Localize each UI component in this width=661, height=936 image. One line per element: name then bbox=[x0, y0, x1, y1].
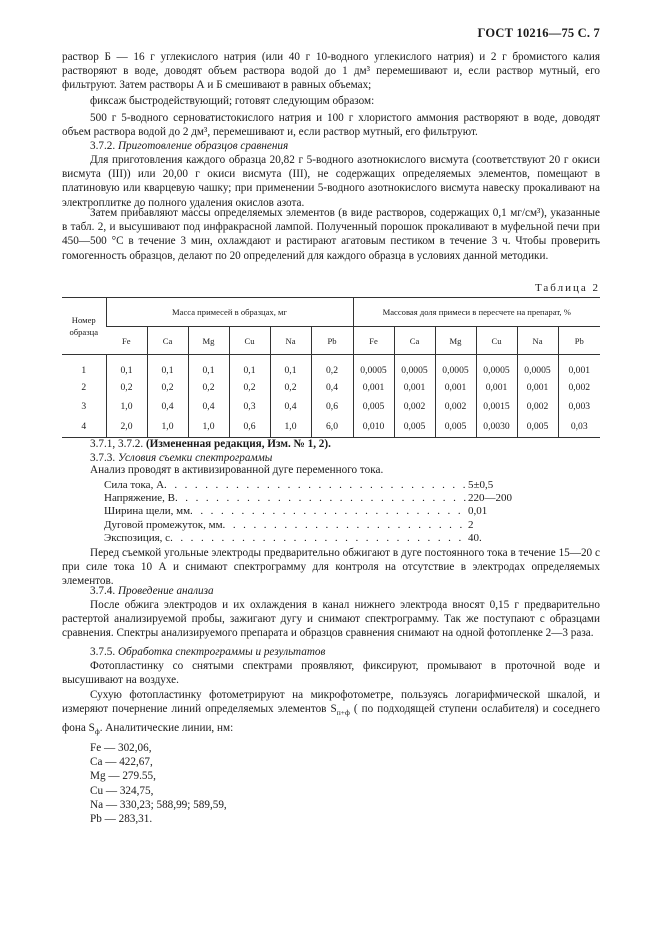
edition-note bbox=[62, 437, 600, 451]
section-3-7-3-paragraph-1: Анализ проводят в активизированной дуге переменного тока. bbox=[90, 464, 384, 476]
col-frac-na: Na bbox=[517, 327, 558, 355]
subscript: п+ф bbox=[336, 708, 350, 718]
text-part: . Аналитические линии, нм: bbox=[99, 721, 234, 734]
text-part: ( по подходящей ступени ослабителя) и соседнего фона S bbox=[62, 703, 600, 734]
cell-frac: 0,0005 bbox=[435, 355, 476, 379]
cell-sample-number: 1 bbox=[81, 364, 87, 376]
col-frac-ca: Ca bbox=[394, 327, 435, 355]
cell-frac: 0,003 bbox=[558, 397, 600, 416]
section-title: Условия съемки спектрограммы bbox=[117, 452, 273, 464]
dot-leader bbox=[170, 532, 468, 545]
cell-mass: 1,0 bbox=[147, 416, 188, 438]
table-row bbox=[62, 378, 600, 397]
analytical-line: Mg — 279.55, bbox=[90, 770, 156, 783]
cell-frac: 0,002 bbox=[558, 378, 600, 397]
parameter-value: 220—200 bbox=[468, 492, 512, 505]
cell-mass: 0,4 bbox=[311, 378, 353, 397]
cell-frac: 0,005 bbox=[394, 416, 435, 438]
col-mass-na: Na bbox=[270, 327, 311, 355]
section-3-7-4-heading bbox=[62, 584, 600, 598]
section-number: 3.7.2. bbox=[90, 140, 116, 152]
col-sample-number: Номер образца bbox=[62, 298, 106, 355]
analytical-line: Fe — 302,06, bbox=[90, 742, 152, 754]
dot-leader bbox=[223, 519, 468, 532]
cell-frac: 0,002 bbox=[517, 397, 558, 416]
analytical-line: Cu — 324,75, bbox=[90, 784, 154, 797]
cell-frac: 0,005 bbox=[435, 416, 476, 438]
cell-mass: 1,0 bbox=[188, 416, 229, 438]
col-frac-cu: Cu bbox=[476, 327, 517, 355]
cell-frac: 0,001 bbox=[517, 378, 558, 397]
col-mass-fe: Fe bbox=[106, 327, 147, 355]
analytical-line: Ca — 422,67, bbox=[90, 756, 153, 769]
dot-leader bbox=[190, 505, 468, 518]
cell-frac: 0,002 bbox=[394, 397, 435, 416]
cell-mass: 0,4 bbox=[270, 397, 311, 416]
table-row bbox=[62, 397, 600, 416]
cell-mass: 1,0 bbox=[270, 416, 311, 438]
parameter-row bbox=[104, 492, 538, 505]
col-frac-mg: Mg bbox=[435, 327, 476, 355]
section-title: Обработка спектрограммы и результатов bbox=[117, 646, 326, 658]
parameter-name: Напряжение, В bbox=[104, 492, 175, 505]
col-frac-pb: Pb bbox=[558, 327, 600, 355]
cell-mass: 6,0 bbox=[311, 416, 353, 438]
text-part: Сухую фотопластинку фотометрируют на микрофотометре, пользуясь логарифмической шкалой, и измеряют почернение линий определяемых элементов S bbox=[62, 689, 600, 716]
cell-frac: 0,0015 bbox=[476, 397, 517, 416]
subscript: ф bbox=[94, 726, 100, 736]
section-3-7-5-heading bbox=[62, 645, 600, 659]
parameter-row bbox=[104, 505, 538, 518]
cell-mass: 0,1 bbox=[188, 355, 229, 379]
table-caption: Таблица 2 bbox=[534, 282, 600, 294]
cell-frac: 0,03 bbox=[558, 416, 600, 438]
parameter-value: 0,01 bbox=[468, 505, 488, 518]
cell-mass: 1,0 bbox=[106, 397, 147, 416]
col-mass-cu: Cu bbox=[229, 327, 270, 355]
parameter-name: Дуговой промежуток, мм bbox=[104, 518, 223, 531]
parameter-name: Сила тока, А bbox=[104, 479, 165, 491]
dot-leader bbox=[164, 479, 468, 492]
cell-frac: 0,001 bbox=[353, 378, 394, 397]
col-group-fraction: Массовая доля примеси в пересчете на препарат, % bbox=[353, 298, 600, 327]
section-number: 3.7.4. bbox=[90, 585, 116, 597]
section-title: Проведение анализа bbox=[117, 585, 214, 597]
cell-frac: 0,001 bbox=[476, 378, 517, 397]
section-3-7-3-paragraph-2: Перед съемкой угольные электроды предварительно обжигают в дуге постоянного тока в течение 15—20 с при силе тока 10 А и снимают спектрограмму для контроля на отсутствие в электродах определяемых элементов. bbox=[62, 547, 600, 588]
table-body bbox=[62, 355, 600, 438]
samples-table bbox=[62, 297, 600, 438]
cell-frac: 0,005 bbox=[517, 416, 558, 438]
cell-frac: 0,0030 bbox=[476, 416, 517, 438]
element-header-row bbox=[62, 327, 600, 355]
cell-mass: 0,2 bbox=[270, 378, 311, 397]
col-group-mass: Масса примесей в образцах, мг bbox=[106, 298, 353, 327]
parameter-value: 5±0,5 bbox=[468, 479, 494, 491]
parameter-name: Ширина щели, мм bbox=[104, 505, 191, 518]
cell-mass: 0,2 bbox=[229, 378, 270, 397]
intro-paragraph-3: 500 г 5-водного серноватистокислого натрия и 100 г хлористого аммония растворяют в воде, доводят объем раствора водой до 2 дм³, перемешивают и, если раствор мутный, его фильтруют. bbox=[62, 112, 600, 139]
intro-paragraph-2: фиксаж быстродействующий; готовят следующим образом: bbox=[90, 95, 375, 107]
section-3-7-4-paragraph-1: После обжига электродов и их охлаждения в канал нижнего электрода вносят 0,15 г предварительно растертой анализируемой пробы, зажигают дугу и снимают спектрограмму. Так же поступают с образцами сравнения. Спектры анализируемого препарата и образцов сравнения снимают на одной фотопленке 2—3 раза. bbox=[62, 599, 600, 640]
cell-frac: 0,001 bbox=[394, 378, 435, 397]
section-3-7-2-paragraph-1: Для приготовления каждого образца 20,82 г 5-водного азотнокислого висмута (соответствуют 20 г окиси висмута (III)) или 20,00 г окиси висмута (III), не содержащих определяемых элементов, помещают в платиновую или кварцевую чашку; при применении 5-водного азотнокислого висмута навеску прокаливают на электроплитке до полного удаления окислов азота. bbox=[62, 154, 600, 209]
table-row bbox=[62, 355, 600, 379]
parameter-row bbox=[104, 519, 538, 532]
section-3-7-2-heading bbox=[62, 139, 600, 153]
edition-number: 3.7.1, 3.7.2. bbox=[90, 438, 144, 450]
section-number: 3.7.3. bbox=[90, 452, 116, 464]
cell-frac: 0,001 bbox=[558, 355, 600, 379]
parameter-value: 2 bbox=[468, 518, 474, 531]
edition-text: (Измененная редакция, Изм. № 1, 2). bbox=[145, 438, 331, 450]
cell-sample-number: 4 bbox=[62, 416, 106, 438]
cell-mass: 0,4 bbox=[147, 397, 188, 416]
cell-sample-number: 2 bbox=[81, 382, 87, 393]
analytical-lines-list bbox=[90, 741, 227, 826]
cell-frac: 0,010 bbox=[353, 416, 394, 438]
cell-mass: 0,6 bbox=[229, 416, 270, 438]
cell-frac: 0,0005 bbox=[394, 355, 435, 379]
cell-frac: 0,0005 bbox=[353, 355, 394, 379]
cell-mass: 0,1 bbox=[106, 355, 147, 379]
analytical-line: Na — 330,23; 588,99; 589,59, bbox=[90, 798, 227, 811]
page-header: ГОСТ 10216—75 С. 7 bbox=[477, 26, 600, 40]
cell-mass: 2,0 bbox=[106, 416, 147, 438]
cell-mass: 0,6 bbox=[311, 397, 353, 416]
col-mass-mg: Mg bbox=[188, 327, 229, 355]
table-row bbox=[62, 416, 600, 438]
section-title: Приготовление образцов сравнения bbox=[117, 140, 289, 152]
cell-mass: 0,1 bbox=[147, 355, 188, 379]
cell-mass: 0,4 bbox=[188, 397, 229, 416]
section-3-7-5-paragraph-2 bbox=[62, 688, 600, 739]
cell-frac: 0,0005 bbox=[476, 355, 517, 379]
cell-mass: 0,2 bbox=[147, 378, 188, 397]
cell-mass: 0,3 bbox=[229, 397, 270, 416]
parameter-name: Экспозиция, с bbox=[104, 531, 171, 544]
cell-mass: 0,2 bbox=[106, 378, 147, 397]
section-number: 3.7.5. bbox=[90, 646, 116, 658]
dot-leader bbox=[175, 492, 468, 505]
parameter-value: 40. bbox=[468, 531, 482, 544]
cell-mass: 0,1 bbox=[229, 355, 270, 379]
analytical-line: Pb — 283,31. bbox=[90, 813, 153, 826]
col-mass-ca: Ca bbox=[147, 327, 188, 355]
col-frac-fe: Fe bbox=[353, 327, 394, 355]
cell-mass: 0,1 bbox=[270, 355, 311, 379]
section-3-7-2-paragraph-2: Затем прибавляют массы определяемых элементов (в виде растворов, содержащих 0,1 мг/см³), указанные в табл. 2, и высушивают под инфракрасной лампой. Полученный порошок прокаливают в муфельной печи при 450—500 °С в течение 3 мин, охлаждают и растирают агатовым пестиком в течение 3 ч. Чтобы проверить гомогенность образцов, делают по 20 определений для каждого образца в условиях данной методики. bbox=[62, 207, 600, 262]
col-mass-pb: Pb bbox=[311, 327, 353, 355]
parameters-list bbox=[104, 479, 538, 545]
cell-frac: 0,005 bbox=[353, 397, 394, 416]
cell-sample-number: 3 bbox=[81, 401, 87, 412]
cell-frac: 0,002 bbox=[435, 397, 476, 416]
parameter-row bbox=[104, 532, 538, 545]
section-3-7-5-paragraph-1: Фотопластинку со снятыми спектрами проявляют, фиксируют, промывают в проточной воде и высушивают на воздухе. bbox=[62, 660, 600, 687]
cell-frac: 0,0005 bbox=[517, 355, 558, 379]
parameter-row bbox=[104, 479, 538, 492]
intro-paragraph-1: раствор Б — 16 г углекислого натрия (или 40 г 10-водного углекислого натрия) и 2 г бромистого калия растворяют в воде, доводят объем раствора водой до 1 дм³ перемешивают и, если раствор мутный, его фильтруют. Затем растворы А и Б смешивают в равных объемах; bbox=[62, 51, 600, 92]
cell-frac: 0,001 bbox=[435, 378, 476, 397]
cell-mass: 0,2 bbox=[188, 378, 229, 397]
cell-mass: 0,2 bbox=[311, 355, 353, 379]
